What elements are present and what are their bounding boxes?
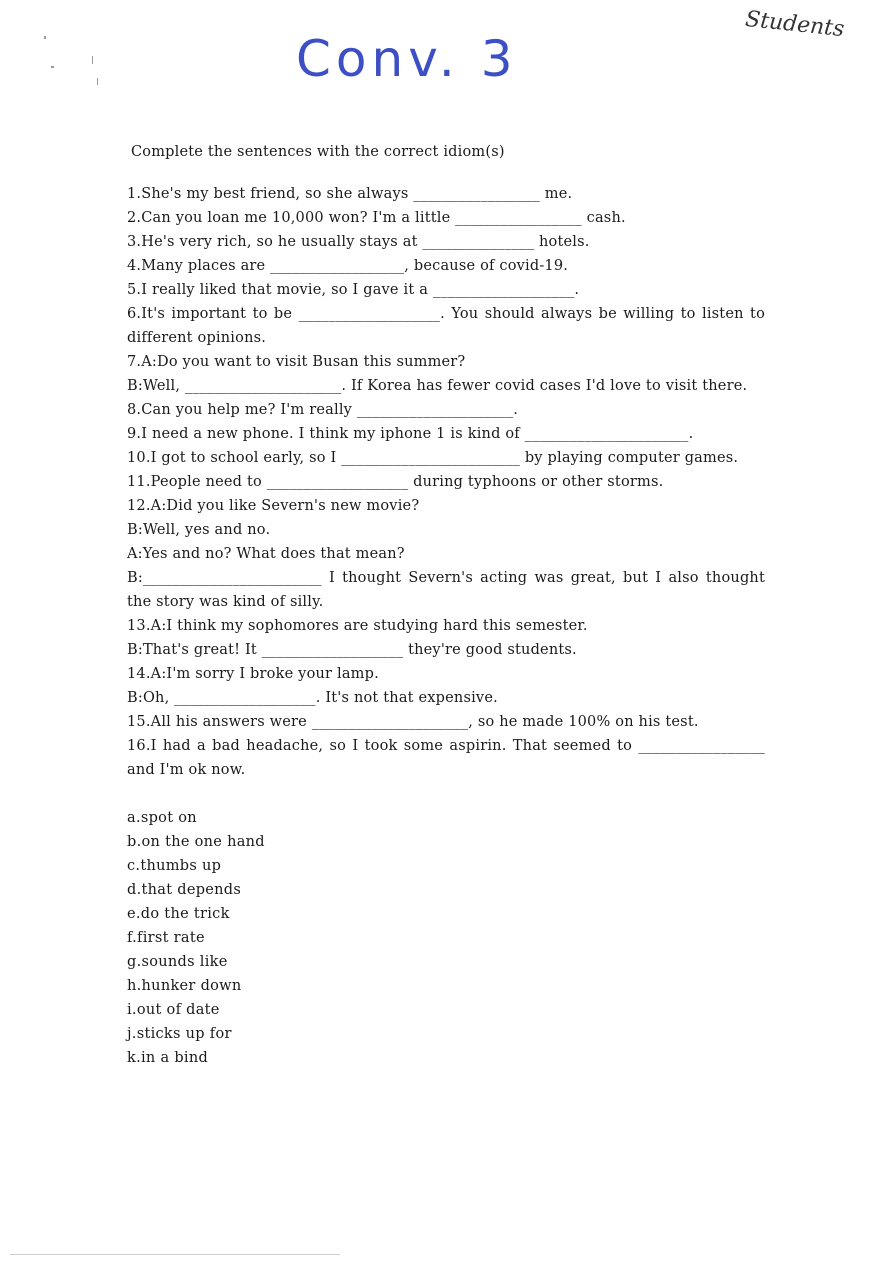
question-line: B:Oh, ___________________. It's not that expensive. [127,690,498,706]
question-line: B:Well, yes and no. [127,522,271,538]
idiom-option: a.spot on [127,810,197,826]
idiom-option: g.sounds like [127,954,228,970]
question-list [127,182,765,782]
question-line: 7.A:Do you want to visit Busan this summer? [127,354,466,370]
idiom-option: k.in a bind [127,1050,209,1066]
question-line: 4.Many places are __________________, because of covid-19. [127,258,569,274]
idiom-option: j.sticks up for [127,1026,232,1042]
question-line: 16.I had a bad headache, so I took some aspirin. That seemed to _________________ and I'm ok now. [127,738,765,778]
instructions: Complete the sentences with the correct idiom(s) [131,144,505,160]
question-line: 1.She's my best friend, so she always _________________ me. [127,186,573,202]
question-line: B:That's great! It ___________________ they're good students. [127,642,577,658]
question-line: 2.Can you loan me 10,000 won? I'm a little _________________ cash. [127,210,626,226]
scan-edge-line [10,1254,340,1255]
question-line: 11.People need to ___________________ during typhoons or other storms. [127,474,664,490]
question-line: 6.It's important to be ___________________. You should always be willing to listen to different opinions. [127,306,765,346]
scan-speck [97,78,98,85]
idiom-options-list [127,806,765,1070]
idiom-option: b.on the one hand [127,834,265,850]
question-line: 15.All his answers were _____________________, so he made 100% on his test. [127,714,699,730]
question-line: A:Yes and no? What does that mean? [127,546,405,562]
handwritten-note: Students [743,6,846,43]
idiom-option: i.out of date [127,1002,220,1018]
question-line: 12.A:Did you like Severn's new movie? [127,498,420,514]
handwritten-title: Conv. 3 [296,30,518,88]
idiom-option: h.hunker down [127,978,242,994]
question-line: 5.I really liked that movie, so I gave it a ___________________. [127,282,580,298]
question-line: 13.A:I think my sophomores are studying hard this semester. [127,618,588,634]
question-line: 14.A:I'm sorry I broke your lamp. [127,666,379,682]
idiom-option: c.thumbs up [127,858,222,874]
idiom-option: e.do the trick [127,906,230,922]
idiom-option: f.first rate [127,930,205,946]
question-line: B:Well, _____________________. If Korea has fewer covid cases I'd love to visit there. [127,378,748,394]
question-line: 9.I need a new phone. I think my iphone 1 is kind of ______________________. [127,426,694,442]
scan-speck [44,36,46,39]
question-line: 8.Can you help me? I'm really _____________________. [127,402,519,418]
question-line: 10.I got to school early, so I ________________________ by playing computer games. [127,450,739,466]
question-line: B:________________________ I thought Severn's acting was great, but I also thought the story was kind of silly. [127,570,765,610]
question-line: 3.He's very rich, so he usually stays at _______________ hotels. [127,234,590,250]
scan-speck [51,66,54,68]
worksheet [127,144,765,1070]
idiom-option: d.that depends [127,882,242,898]
scan-speck [92,56,93,64]
